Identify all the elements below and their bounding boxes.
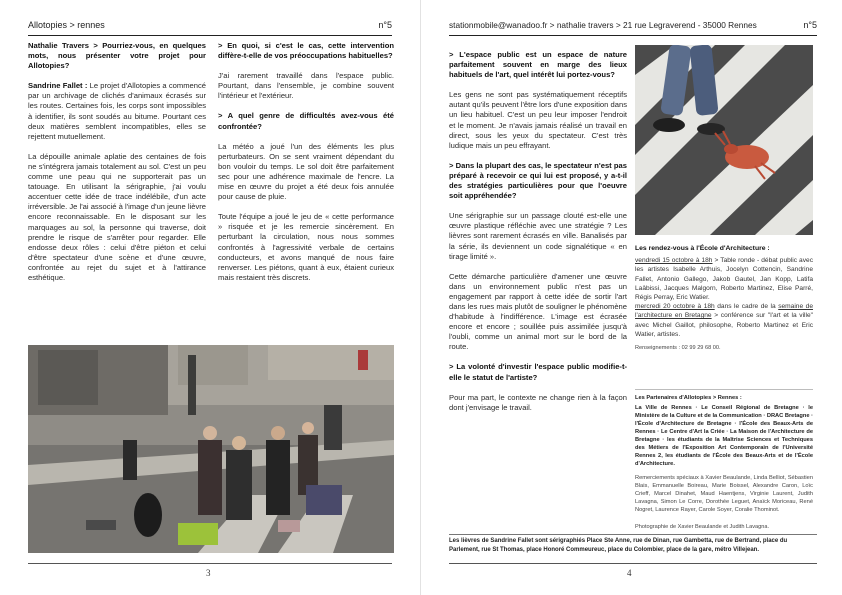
header-rule	[449, 35, 817, 36]
section-divider	[635, 389, 813, 390]
interview-paragraph: La dépouille animale aplatie des centaines de fois ne s'intégrera jamais totalement au sol. C'est un peu comme une peau qui ne supporterait pas un tatouage. En utilisant la sérigraphie, j'ai voulu accentuer cette idée de trace indélébile, d'un acte irréversible. Je l'ai associé à l'image d'un jeune lièvre encore reconnaissable. En le disposant sur les marquages au sol, la personne qui traverse, doit prendre le risque de s'arrêter pour regarder. Elle endosse deux rôles : celui d'être piéton et celui d'être spectateur d'une scène et d'une œuvre, confrontée au rejet du sujet et à l'attirance esthétique.	[28, 151, 206, 282]
header-contact: stationmobile@wanadoo.fr > nathalie travers > 21 rue Legraverend - 35000 Rennes	[449, 20, 757, 30]
interview-paragraph: Toute l'équipe a joué le jeu de « cette performance » risquée et je les remercie sincèrement. En perturbant la circulation, nous nous sommes confrontés à l'agressivité verbale de certains conducteurs, et avons manqué de nous faire renverser. Les piétons, quant à eux, étaient curieux mais restaient très discrets.	[218, 212, 394, 282]
interview-paragraph: Cette démarche particulière d'amener une œuvre dans un environnement public n'est pas un engagement par rapport à cette idée de sortir l'art dans les rues mais plutôt de souligner le phénomène d'habitude à l'indifférence. L'image est écrasée encore et encore ; souillée puis assimilée jusqu'à l'oubli, comme un animal mort sur le bord de la route.	[449, 271, 627, 352]
thanks-text: Remerciements spéciaux à Xavier Beaulande, Linda Belliot, Sébastien Blais, Emmanuelle Boireau, Marie Boissel, Alexandre Caron, Loïc Crieff, Marcel Dinahet, Maud Haentjens, Virginie Laurent, Judith Lavagna, Simon Le Corre, Dorothée Leguet, Anaïck Moriceau, René Nogret, Laurence Rayer, Carole Soyer, Coralie Thominot.	[635, 475, 813, 513]
header-rule	[28, 35, 392, 36]
interview-column-2	[218, 41, 394, 293]
partners-list: La Ville de Rennes · Le Conseil Régional de Bretagne · le Ministère de la Culture et de la Communication · DRAC Bretagne · l'École d'Architecture de Bretagne · l'École des Beaux-Arts de Rennes · Le Centre d'Art la Criée · La Maison de l'Architecture de Bretagne · les étudiants de la Maîtrise Sciences et Techniques des Métiers de l'Exposition Art Contemporain de l'Université Rennes 2, les étudiants de l'École des Beaux-Arts et de l'École d'Architecture.	[635, 405, 813, 467]
photo-caption: Les lièvres de Sandrine Fallet sont sérigraphiés Place Ste Anne, rue de Dinan, rue Gambetta, rue de Bertrand, place du Parlement, rue St Thomas, place Honoré Commeureuc, place du Colombier, place de la gare, métro Villejean.	[449, 538, 788, 553]
interview-column-3	[449, 50, 627, 423]
page-number: 3	[206, 568, 211, 578]
event-2-text-b: > conférence sur "l'art et la ville" avec Michel Gaillot, philosophe, Roberto Martinez et Eric Watier, artistes.	[635, 312, 813, 338]
photo-credit: Photographie de Xavier Beaulande et Judith Lavagna.	[635, 524, 770, 530]
interview-answer	[28, 81, 206, 142]
interview-paragraph: Les gens ne sont pas systématiquement réceptifs autant qu'ils peuvent l'être lors d'une exposition dans un lieu habituel. C'est un peu leur imposer l'endroit et le moment. Je n'avais jamais réalisé un travail en direct, sous les yeux du spectateur. C'est très ludique mais un peu effrayant.	[449, 90, 627, 150]
issue-number: n°5	[378, 20, 392, 30]
caption-rule	[449, 534, 817, 535]
interview-column-1	[28, 41, 206, 293]
issue-number: n°5	[803, 20, 817, 30]
interview-paragraph: Pour ma part, le contexte ne change rien à la façon dont j'envisage le travail.	[449, 392, 627, 412]
interview-question: > A quel genre de difficultés avez-vous été confrontée?	[218, 111, 394, 131]
events-title: Les rendez-vous à l'École d'Architecture :	[635, 245, 770, 252]
event-2	[635, 302, 813, 339]
events-box	[635, 244, 813, 353]
interview-question: Nathalie Travers > Pourriez-vous, en quelques mots, nous présenter votre projet pour Allotopies?	[28, 41, 206, 71]
partners-title: Les Partenaires d'Allotopies > Rennes :	[635, 395, 742, 401]
event-1	[635, 256, 813, 302]
page-number: 4	[627, 568, 632, 578]
page-header	[28, 18, 392, 34]
event-2-text-a: dans le cadre de la	[714, 303, 779, 311]
footer-rule	[28, 563, 392, 564]
interview-question: > Dans la plupart des cas, le spectateur n'est pas préparé à recevoir ce qui lui est proposé, y a-t-il des stratégies particulières pour que l'oeuvre soit appréhendée?	[449, 160, 627, 201]
partners-box	[635, 394, 813, 468]
event-1-date: vendredi 15 octobre à 18h	[635, 257, 713, 265]
interview-paragraph: Une sérigraphie sur un passage clouté est-elle une œuvre plastique réfléchie avec une stratégie ? Les lièvres sont rarement écrasés en ville. Banalisés par la série, ils deviennent un code signalétique « en tirage limité ».	[449, 211, 627, 261]
speaker-name: Sandrine Fallet :	[28, 81, 88, 91]
answer-text: Le projet d'Allotopies a commencé par un archivage de clichés d'animaux écrasés sur les routes. Certaines fois, les corps sont impossibles à identifier, ils sont soudés au bitume. Pourtant ces deux matières semblent incompatibles, elles se rejettent mutuellement.	[28, 81, 207, 141]
interview-question: > La volonté d'investir l'espace public modifie-t-elle le statut de l'artiste?	[449, 362, 627, 382]
event-2-link[interactable]: semaine de l'architecture en Bretagne	[635, 303, 813, 320]
event-1-text: > Table ronde - débat public avec les artistes Isabelle Arthuis, Jocelyn Cottencin, Sandrine Fallet, Antonio Gallego, Jakob Gautel, Jan Kopp, Latifa Laâbissi, Jacques Malgorn, Roberto Martinez, Elise Parré, Régis Perray, Eric Watier.	[635, 257, 813, 302]
street-performance-photo	[28, 345, 394, 553]
interview-question: > L'espace public est un espace de nature parfaitement souvent en marge des lieux habituels de l'art, quel intérêt lui portez-vous?	[449, 50, 627, 80]
info-phone: Renseignements : 02 99 29 68 00.	[635, 345, 721, 352]
header-title: Allotopies > rennes	[28, 20, 105, 30]
page-4	[421, 0, 842, 595]
crosswalk-hare-photo	[635, 45, 813, 235]
interview-paragraph: La météo a joué l'un des éléments les plus perturbateurs. On se sent vraiment dépendant du bon vouloir du temps. Le sol doit être parfaitement sec pour une adhérence maximale de l'encre. La mise en œuvre du projet a été deux fois annulée pour cause de pluie.	[218, 141, 394, 202]
interview-paragraph: J'ai rarement travaillé dans l'espace public. Pourtant, dans l'ensemble, je combine souvent l'intérieur et l'extérieur.	[218, 71, 394, 101]
interview-question: > En quoi, si c'est le cas, cette intervention diffère-t-elle de vos préoccupations habituelles?	[218, 41, 394, 61]
event-2-date: mercredi 20 octobre à 18h	[635, 303, 715, 311]
footer-rule	[449, 563, 817, 564]
page-header	[449, 18, 817, 34]
